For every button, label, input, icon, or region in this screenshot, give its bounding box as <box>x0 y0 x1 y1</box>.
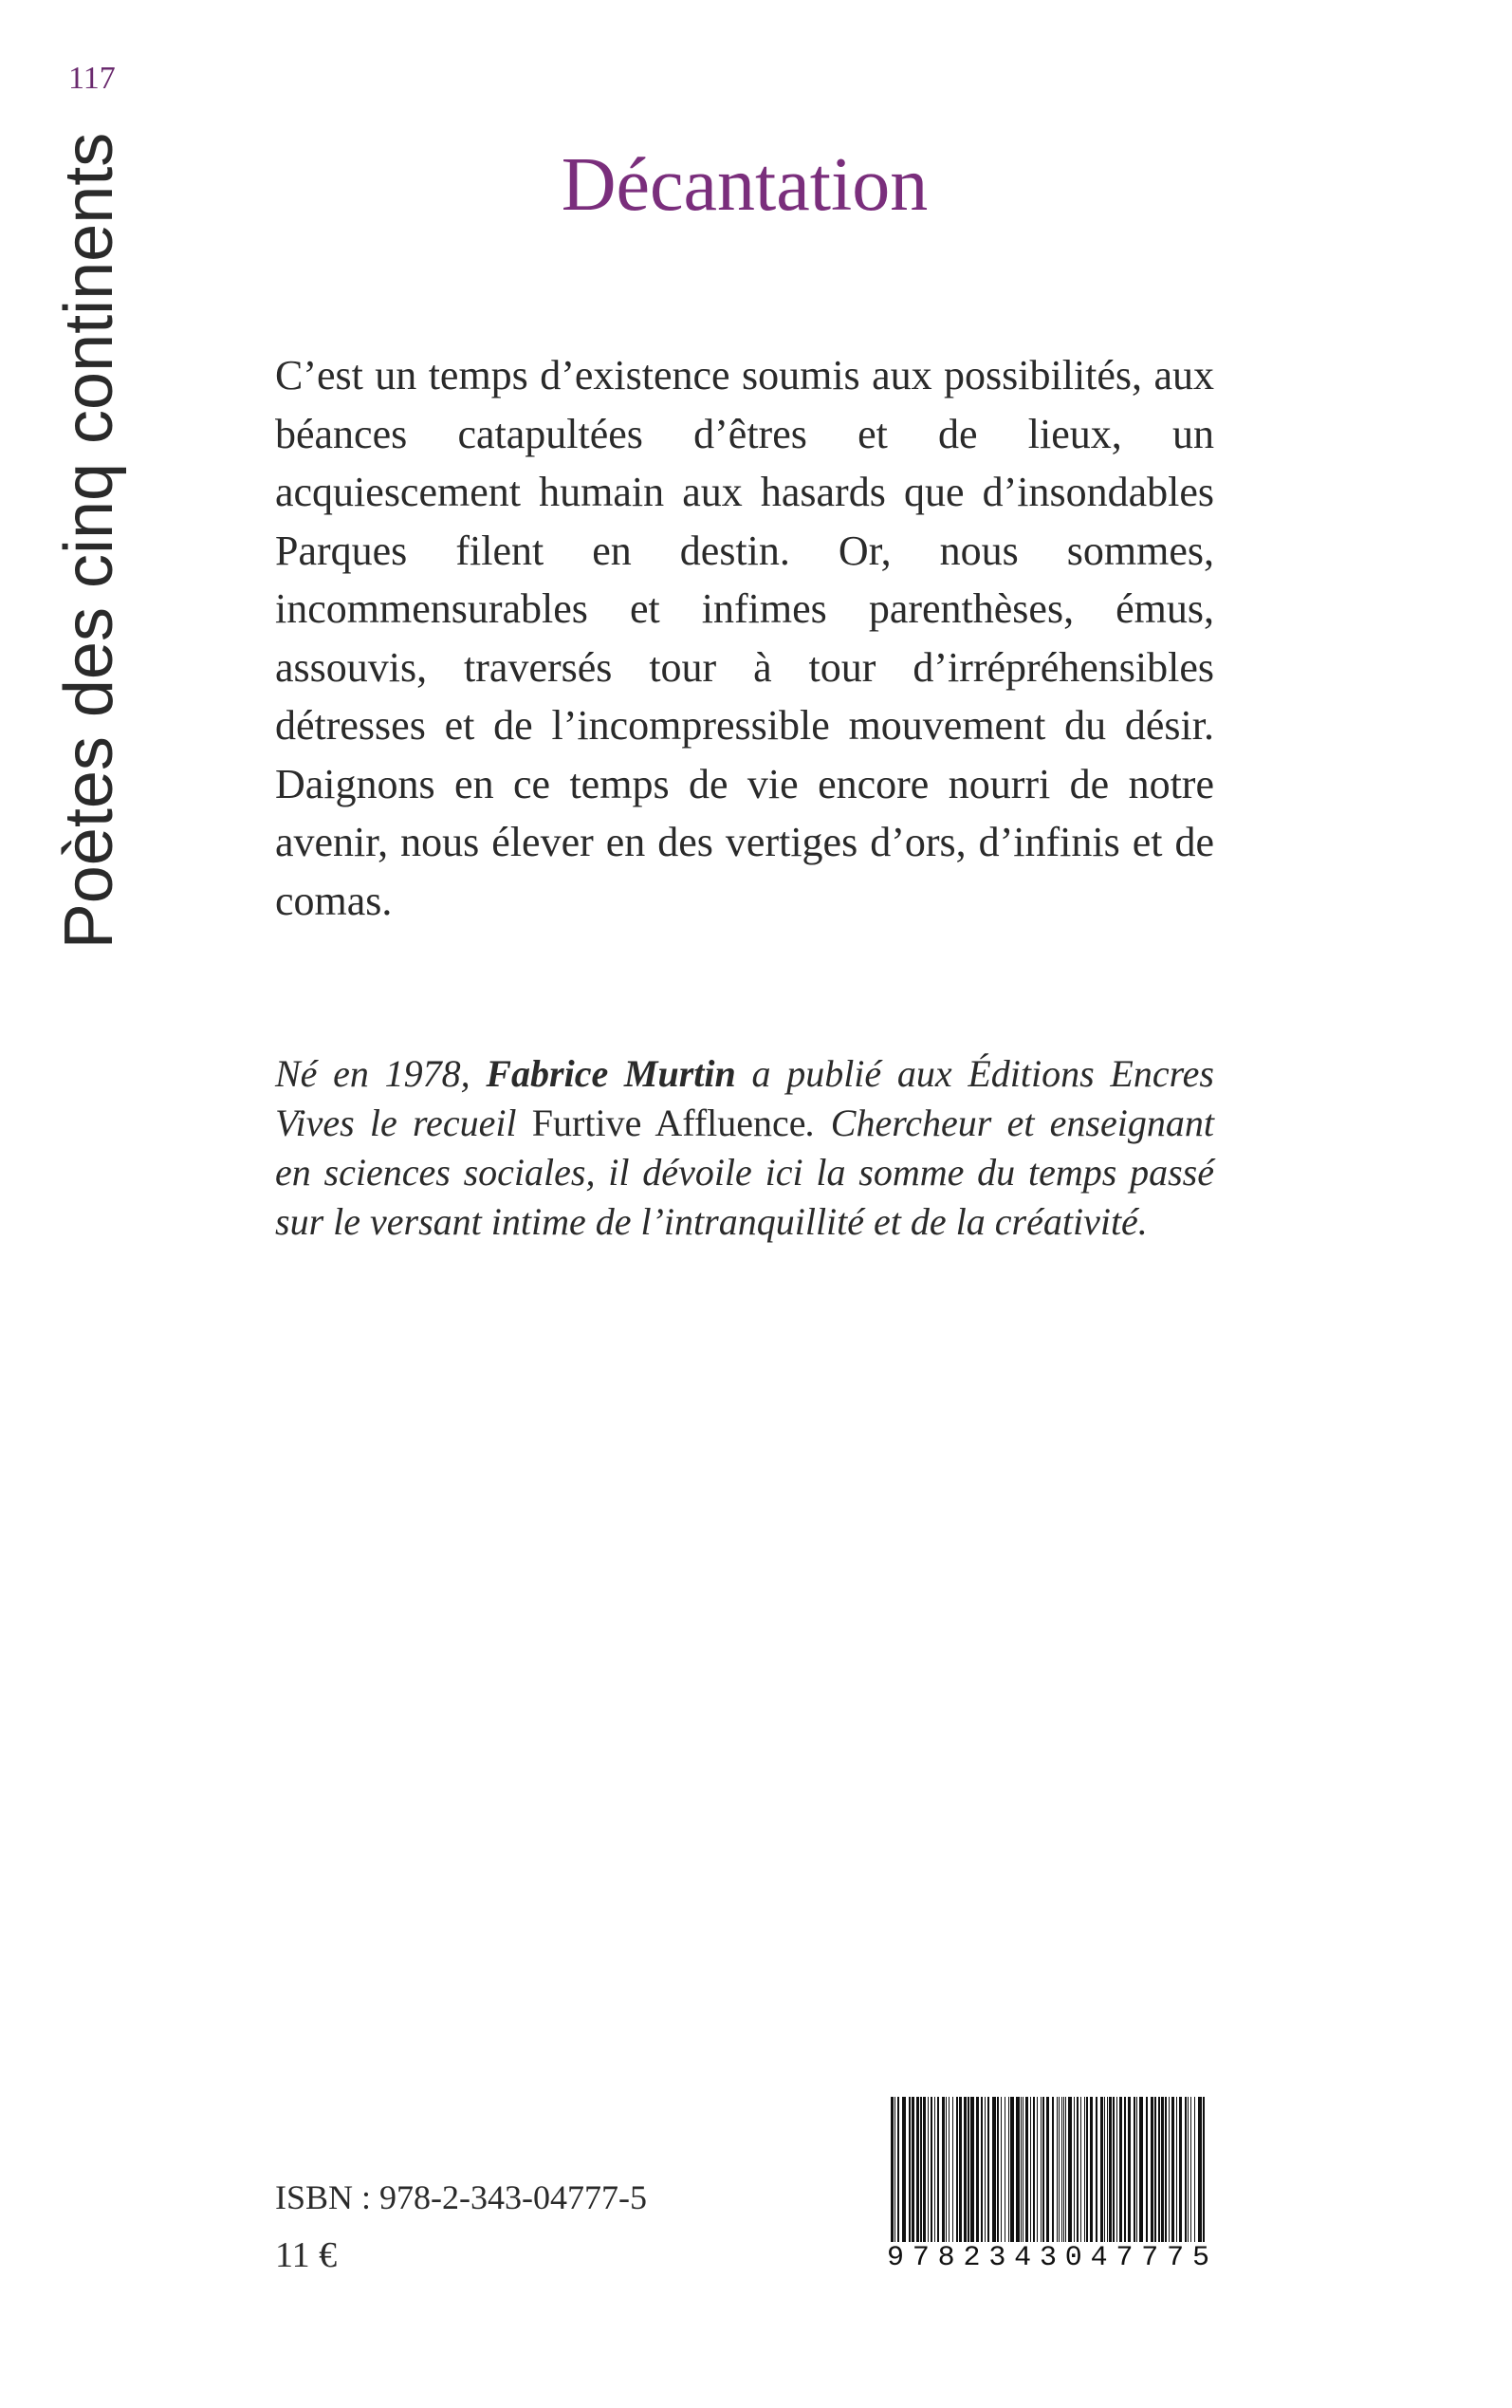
bio-part-2: a publié aux Éditions Encres Vives le recueil <box>275 1052 1214 1144</box>
series-name-text: Poètes des cinq continents <box>51 132 127 950</box>
barcode-digit: 7 <box>912 2242 930 2274</box>
poem-excerpt: C’est un temps d’existence soumis aux possibilités, aux béances catapultées d’êtres et de lieux, un acquiescement humain aux hasards que d’insondables Parques filent en destin. Or, nous sommes, incommensurables et infimes parenthèses, émus, assouvis, traversés tour à tour d’irrépréhensibles détresses et de l’incompressible mouvement du désir. Daignons en ce temps de vie encore nourri de notre avenir, nous élever en des vertiges d’ors, d’infinis et de comas. <box>275 352 1214 924</box>
isbn: ISBN : 978-2-343-04777-5 <box>275 2178 647 2216</box>
bio-part-3: . Chercheur et enseignant en sciences sociales, il dévoile ici la somme du temps passé sur le versant intime de l’intranquillité et de la créativité. <box>275 1102 1214 1243</box>
barcode-digit: 7 <box>1167 2242 1185 2274</box>
barcode-digit: 4 <box>1014 2242 1032 2274</box>
author-name: Fabrice Murtin <box>486 1052 736 1095</box>
barcode-number <box>887 2242 1209 2280</box>
price: 11 € <box>275 2235 338 2275</box>
series-name <box>44 132 135 950</box>
barcode-digit: 2 <box>963 2242 981 2274</box>
barcode-digit: 8 <box>937 2242 955 2274</box>
barcode-digit: 7 <box>1141 2242 1159 2274</box>
barcode-digit: 5 <box>1191 2242 1209 2274</box>
barcode-digit: 4 <box>1090 2242 1108 2274</box>
barcode-digit: 9 <box>887 2242 905 2274</box>
barcode-digit: 0 <box>1064 2242 1082 2274</box>
book-title: Décantation <box>561 143 929 227</box>
barcode-digit: 7 <box>1116 2242 1134 2274</box>
author-bio <box>275 1049 1214 1247</box>
barcode-digit: 3 <box>1039 2242 1057 2274</box>
barcode-digit: 3 <box>988 2242 1006 2274</box>
previous-book-title: Furtive Affluence <box>531 1102 806 1144</box>
bio-part-1: Né en 1978, <box>275 1052 487 1095</box>
series-number: 117 <box>68 61 116 96</box>
